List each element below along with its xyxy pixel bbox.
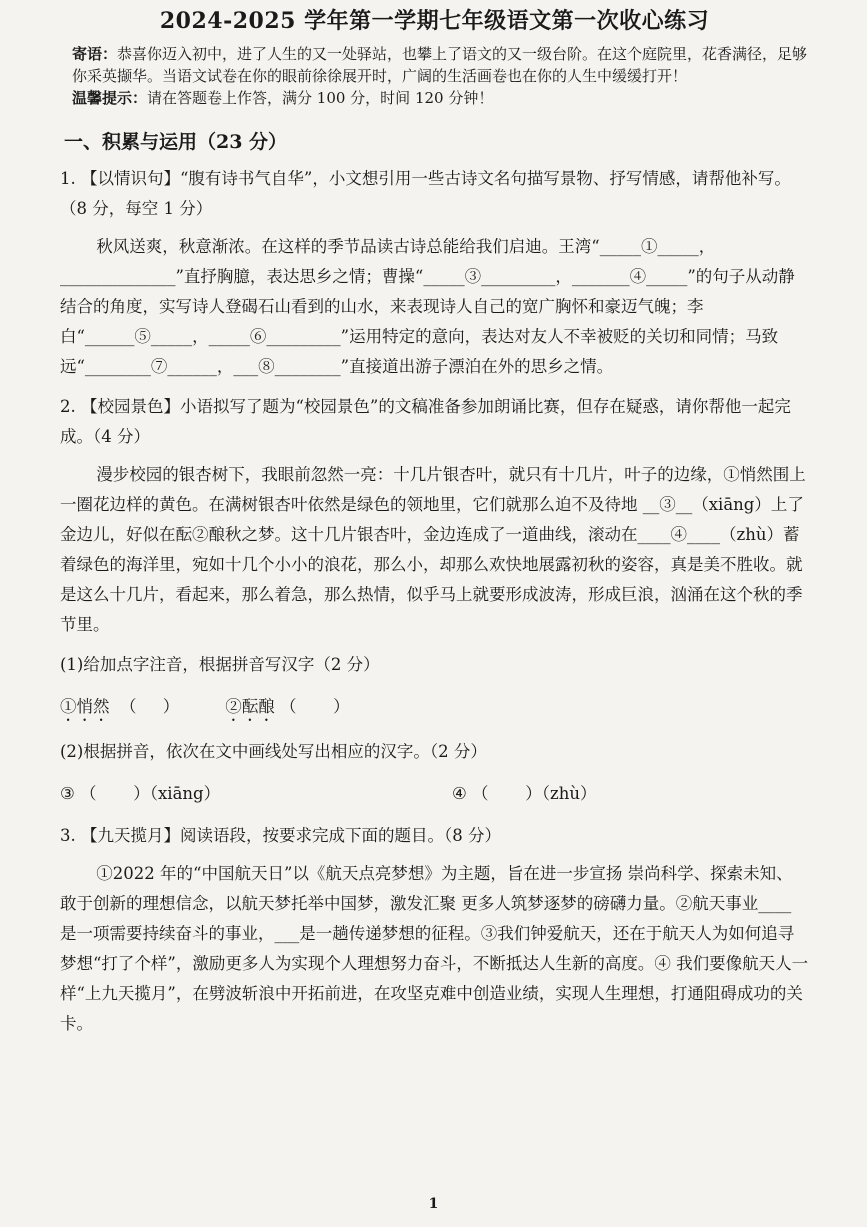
question-1-passage: 秋风送爽，秋意渐浓。在这样的季节品读古诗总能给我们启迪。王湾“_____①_____，______________”直抒胸臆，表达思乡之情；曹操“_____③_________，_______④_____”的句子从动静结合的角度，实写诗人登碣石山看到的山水，来表现诗人自己的宽广胸怀和豪迈气魄；李白“______⑤_____，_____⑥_________”运用特定的意向，表达对友人不幸被贬的关切和同情；马致远“________⑦______，___⑧________”直接道出游子漂泊在外的思乡之情。 — [60, 237, 795, 376]
question-3-heading: 3. 【九天揽月】阅读语段，按要求完成下面的题目。（8 分） — [60, 826, 501, 845]
sub1-item2-word: ②酝酿 — [225, 697, 275, 716]
question-2-passage: 漫步校园的银杏树下，我眼前忽然一亮：十几片银杏叶，就只有十几片，叶子的边缘，①悄然围上一圈花边样的黄色。在满树银杏叶依然是绿色的领地里，它们就那么迫不及待地 __③__（xiāng）上了金边儿，好似在酝②酿秋之梦。这十几片银杏叶，金边连成了一道曲线，滚动在____④____（zhù）蓄着绿色的海洋里，宛如十几个小小的浪花，那么小，却那么欢快地展露初秋的姿容，真是美不胜收。就是这么十几片，看起来，那么着急，那么热情，似乎马上就要形成波涛，形成巨浪，汹涌在这个秋的季节里。 — [60, 465, 806, 634]
page-number: 1 — [428, 1196, 439, 1212]
preface-tip-text: 请在答题卷上作答，满分 100 分，时间 120 分钟！ — [147, 89, 494, 107]
sub2-item1: ③ （ ）（xiāng） — [60, 784, 221, 803]
question-2-sub1-answers — [60, 692, 809, 725]
question-1-heading: 1. 【以情识句】“腹有诗书气自华”，小文想引用一些古诗文名句描写景物、抒写情感，请帮他补写。（8 分，每空 1 分） — [60, 169, 791, 218]
preface-message-text: 恭喜你迈入初中，进了人生的又一处驿站，也攀上了语文的又一级台阶。在这个庭院里，花香满径，足够你采英撷华。当语文试卷在你的眼前徐徐展开时，广阔的生活画卷也在你的人生中缓缓打开！ — [72, 45, 808, 85]
sub2-item2: ④ （ ）（zhù） — [452, 784, 597, 803]
preface-message — [72, 43, 809, 87]
question-2-sub2: (2)根据拼音，依次在文中画线处写出相应的汉字。（2 分） — [60, 742, 487, 761]
question-2-sub2-answers — [60, 779, 809, 809]
sub1-item1-blank: （ ） — [109, 697, 180, 716]
question-2-sub1: (1)给加点字注音，根据拼音写汉字（2 分） — [60, 655, 380, 674]
sub1-item1-word: ①悄然 — [60, 697, 110, 716]
preface-message-label: 寄语： — [72, 45, 118, 63]
preface-tip — [72, 87, 809, 109]
section-heading: 一、积累与运用（23 分） — [64, 131, 288, 153]
question-3-passage: ①2022 年的“中国航天日”以《航天点亮梦想》为主题，旨在进一步宣扬 崇尚科学、探索未知、敢于创新的理想信念，以航天梦托举中国梦，激发汇聚 更多人筑梦逐梦的磅礴力量。②航天事业____ 是一项需要持续奋斗的事业，___是一趟传递梦想的征程。③我们钟爱航天，还在于航天人为如何追寻梦想“打了个样”，激励更多人为实现个人理想努力奋斗，不断抵达人生新的高度。④ 我们要像航天人一样“上九天揽月”，在劈波斩浪中开拓前进，在攻坚克难中创造业绩，实现人生理想，打通阻碍成功的关卡。 — [60, 864, 809, 1033]
sub1-item2-blank: （ ） — [274, 697, 350, 716]
question-2-heading: 2. 【校园景色】小语拟写了题为“校园景色”的文稿准备参加朗诵比赛，但存在疑惑，请你帮他一起完成。（4 分） — [60, 397, 791, 446]
page-title: 2024-2025 学年第一学期七年级语文第一次收心练习 — [159, 8, 710, 34]
preface-tip-label: 温馨提示： — [72, 89, 148, 107]
